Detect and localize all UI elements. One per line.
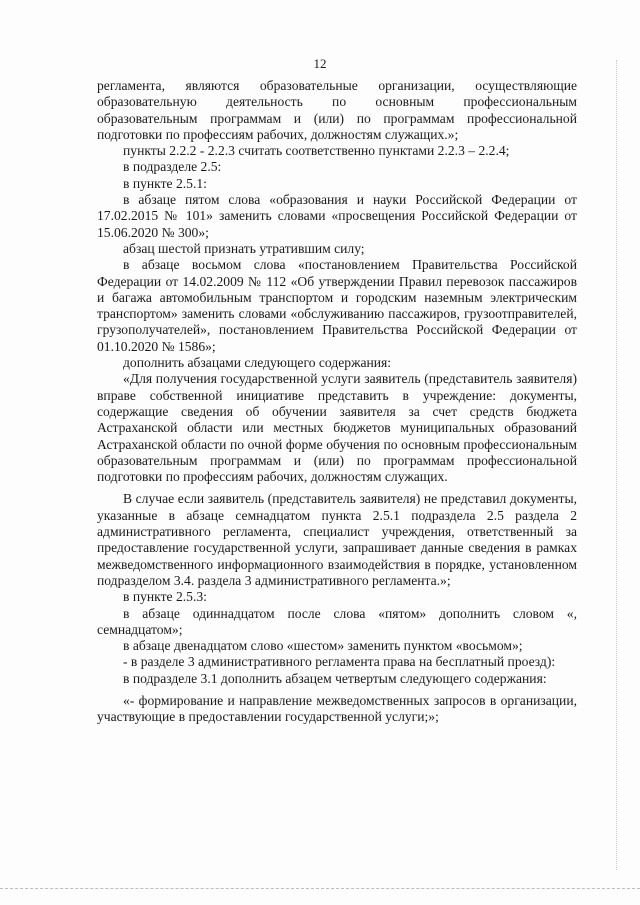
paragraph: в абзаце одиннадцатом после слова «пятом» дополнить словом «, семнадцатом»; [97,605,577,637]
paragraph: в подразделе 3.1 дополнить абзацем четвертым следующего содержания: [123,670,547,686]
paragraph: «Для получения государственной услуги заявитель (представитель заявителя) вправе собственной инициативе представить в учреждение: документы, содержащие сведения об обучении заявителя за счет средств бюджета Астраханской области или местных бюджетов муниципальных образований Астраханской области по очной форме обучения по основным профессиональным образовательным программам и (или) по программам профессиональной подготовки по профессиям рабочих, должностям служащих. [97,371,577,485]
scan-edge-line [616,60,617,870]
paragraph: в подразделе 2.5: [123,159,222,175]
paragraph: «- формирование и направление межведомственных запросов в организации, участвующие в предоставлении государственной услуги;»; [97,692,577,725]
paragraph: регламента, являются образовательные организации, осуществляющие образовательную деятельность по основным профессиональным образовательным программам и (или) по программам профессиональной подготовки по профессиям рабочих, должностям служащих.»; [97,78,577,142]
paragraph: В случае если заявитель (представитель заявителя) не представил документы, указанные в абзаце семнадцатом пункта 2.5.1 подраздела 2.5 раздела 2 административного регламента, специалист учреждения, ответственный за предоставление государственной услуги, запрашивает данные сведения в рамках межведомственного информационного взаимодействия в порядке, установленном подразделом 3.4. раздела 3 административного регламента.»; [97,491,577,588]
paragraph: в абзаце пятом слова «образования и науки Российской Федерации от 17.02.2015 № 101» заменить словами «просвещения Российской Федерации от 15.06.2020 № 300»; [97,192,577,240]
paragraph: в пункте 2.5.3: [123,589,207,605]
paragraph: в абзаце восьмом слова «постановлением Правительства Российской Федерации от 14.02.2009 № 112 «Об утверждении Правил перевозок пассажиров и багажа автомобильным транспортом и городским наземным электрическим транспортом» заменить словами «обслуживанию пассажиров, грузоотправителей, грузополучателей», постановлением Правительства Российской Федерации от 01.10.2020 № 1586»; [97,257,577,354]
paragraph: абзац шестой признать утратившим силу; [123,240,365,256]
paragraph: дополнить абзацами следующего содержания: [123,355,392,371]
scan-bottom-line [0,888,640,889]
document-body [97,78,577,726]
paragraph: пункты 2.2.2 - 2.2.3 считать соответственно пунктами 2.2.3 – 2.2.4; [123,143,510,159]
paragraph: в пункте 2.5.1: [123,175,207,191]
page-number: 12 [313,56,327,71]
paragraph: - в разделе 3 административного регламента права на бесплатный проезд): [123,654,556,670]
paragraph: в абзаце двенадцатом слово «шестом» заменить пунктом «восьмом»; [123,638,523,654]
